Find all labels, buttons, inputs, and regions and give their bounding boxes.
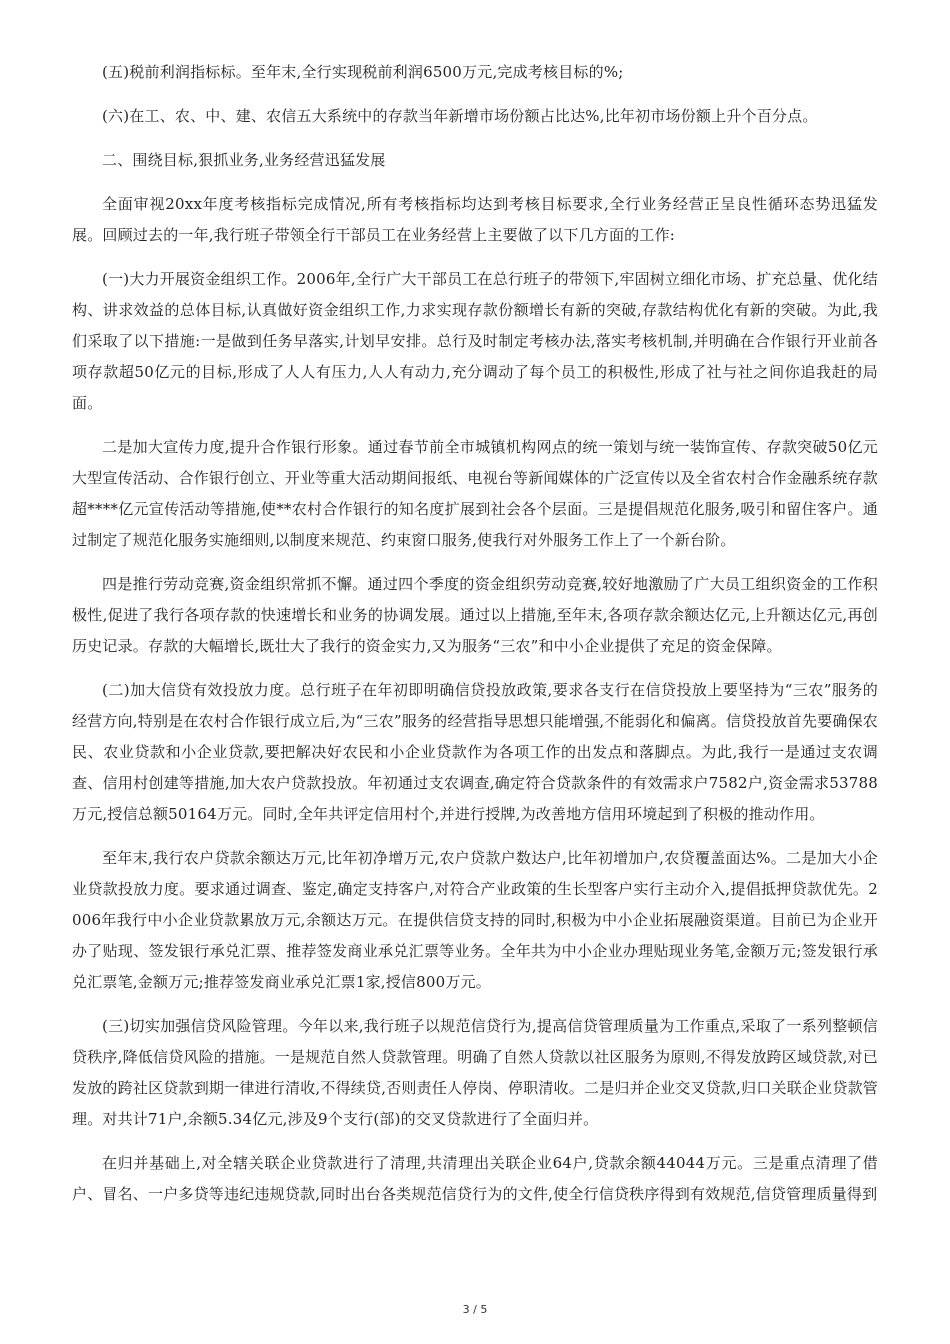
paragraph-tax-profit: (五)税前利润指标标。至年末,全行实现税前利润6500万元,完成考核目标的%; (102, 63, 624, 81)
paragraph-review: 全面审视20xx年度考核指标完成情况,所有考核指标均达到考核目标要求,全行业务经营正呈良性循环态势迅猛发展。回顾过去的一年,我行班子带领全行干部员工在业务经营上主要做了以下几方面的工作: (72, 195, 878, 244)
paragraph-farmer-loans: 至年末,我行农户贷款余额达万元,比年初净增万元,农户贷款户数达户,比年初增加户,农贷覆盖面达%。二是加大小企业贷款投放力度。要求通过调查、鉴定,确定支持客户,对符合产业政策的生长型客户实行主动介入,提倡抵押贷款优先。2006年我行中小企业贷款累放万元,余额达万元。在提供信贷支持的同时,积极为中小企业拓展融资渠道。目前已为企业开办了贴现、签发银行承兑汇票、推荐签发商业承兑汇票等业务。全年共为中小企业办理贴现业务笔,金额万元;签发银行承兑汇票笔,金额万元;推荐签发商业承兑汇票1家,授信800万元。 (72, 849, 878, 991)
paragraph-labor-competition: 四是推行劳动竞赛,资金组织常抓不懈。通过四个季度的资金组织劳动竞赛,较好地激励了广大员工组织资金的工作积极性,促进了我行各项存款的快速增长和业务的协调发展。通过以上措施,至年末,各项存款余额达亿元,上升额达亿元,再创历史记录。存款的大幅增长,既壮大了我行的资金实力,又为服务“三农”和中小企业提供了充足的资金保障。 (72, 575, 878, 655)
section-heading-2: 二、围绕目标,狠抓业务,业务经营迅猛发展 (102, 151, 386, 169)
page-number: 3 / 5 (462, 1303, 488, 1316)
paragraph-market-share: (六)在工、农、中、建、农信五大系统中的存款当年新增市场份额占比达%,比年初市场份额上升个百分点。 (102, 107, 818, 125)
paragraph-risk-management: (三)切实加强信贷风险管理。今年以来,我行班子以规范信贷行为,提高信贷管理质量为工作重点,采取了一系列整顿信贷秩序,降低信贷风险的措施。一是规范自然人贷款管理。明确了自然人贷款以社区服务为原则,不得发放跨区域贷款,对已发放的跨社区贷款到期一律进行清收,不得续贷,否则责任人停岗、停职清收。二是归并企业交叉贷款,归口关联企业贷款管理。对共计71户,余额5.34亿元,涉及9个支行(部)的交叉贷款进行了全面归并。 (72, 1017, 878, 1128)
paragraph-publicity: 二是加大宣传力度,提升合作银行形象。通过春节前全市城镇机构网点的统一策划与统一装饰宣传、存款突破50亿元大型宣传活动、合作银行创立、开业等重大活动期间报纸、电视台等新闻媒体的广泛宣传以及全省农村合作金融系统存款超****亿元宣传活动等措施,使**农村合作银行的知名度扩展到社会各个层面。三是提倡规范化服务,吸引和留住客户。通过制定了规范化服务实施细则,以制度来规范、约束窗口服务,使我行对外服务工作上了一个新台阶。 (72, 438, 878, 549)
paragraph-fund-organization: (一)大力开展资金组织工作。2006年,全行广大干部员工在总行班子的带领下,牢固树立细化市场、扩充总量、优化结构、讲求效益的总体目标,认真做好资金组织工作,力求实现存款份额增长有新的突破,存款结构优化有新的突破。为此,我们采取了以下措施:一是做到任务早落实,计划早安排。总行及时制定考核办法,落实考核机制,并明确在合作银行开业前各项存款超50亿元的目标,形成了人人有压力,人人有动力,充分调动了每个员工的积极性,形成了社与社之间你追我赶的局面。 (72, 270, 878, 412)
paragraph-credit-investment: (二)加大信贷有效投放力度。总行班子在年初即明确信贷投放政策,要求各支行在信贷投放上要坚持为“三农”服务的经营方向,特别是在农村合作银行成立后,为“三农”服务的经营指导思想只能增强,不能弱化和偏离。信贷投放首先要确保农民、农业贷款和小企业贷款,要把解决好农民和小企业贷款作为各项工作的出发点和落脚点。为此,我行一是通过支农调查、信用村创建等措施,加大农户贷款投放。年初通过支农调查,确定符合贷款条件的有效需求户7582户,资金需求53788万元,授信总额50164万元。同时,全年共评定信用村个,并进行授牌,为改善地方信用环境起到了积极的推动作用。 (72, 681, 878, 823)
paragraph-related-enterprise: 在归并基础上,对全辖关联企业贷款进行了清理,共清理出关联企业64户,贷款余额44044万元。三是重点清理了借户、冒名、一户多贷等违纪违规贷款,同时出台各类规范信贷行为的文件,使全行信贷秩序得到有效规范,信贷管理质量得到 (72, 1154, 878, 1203)
document-body (72, 57, 878, 1223)
